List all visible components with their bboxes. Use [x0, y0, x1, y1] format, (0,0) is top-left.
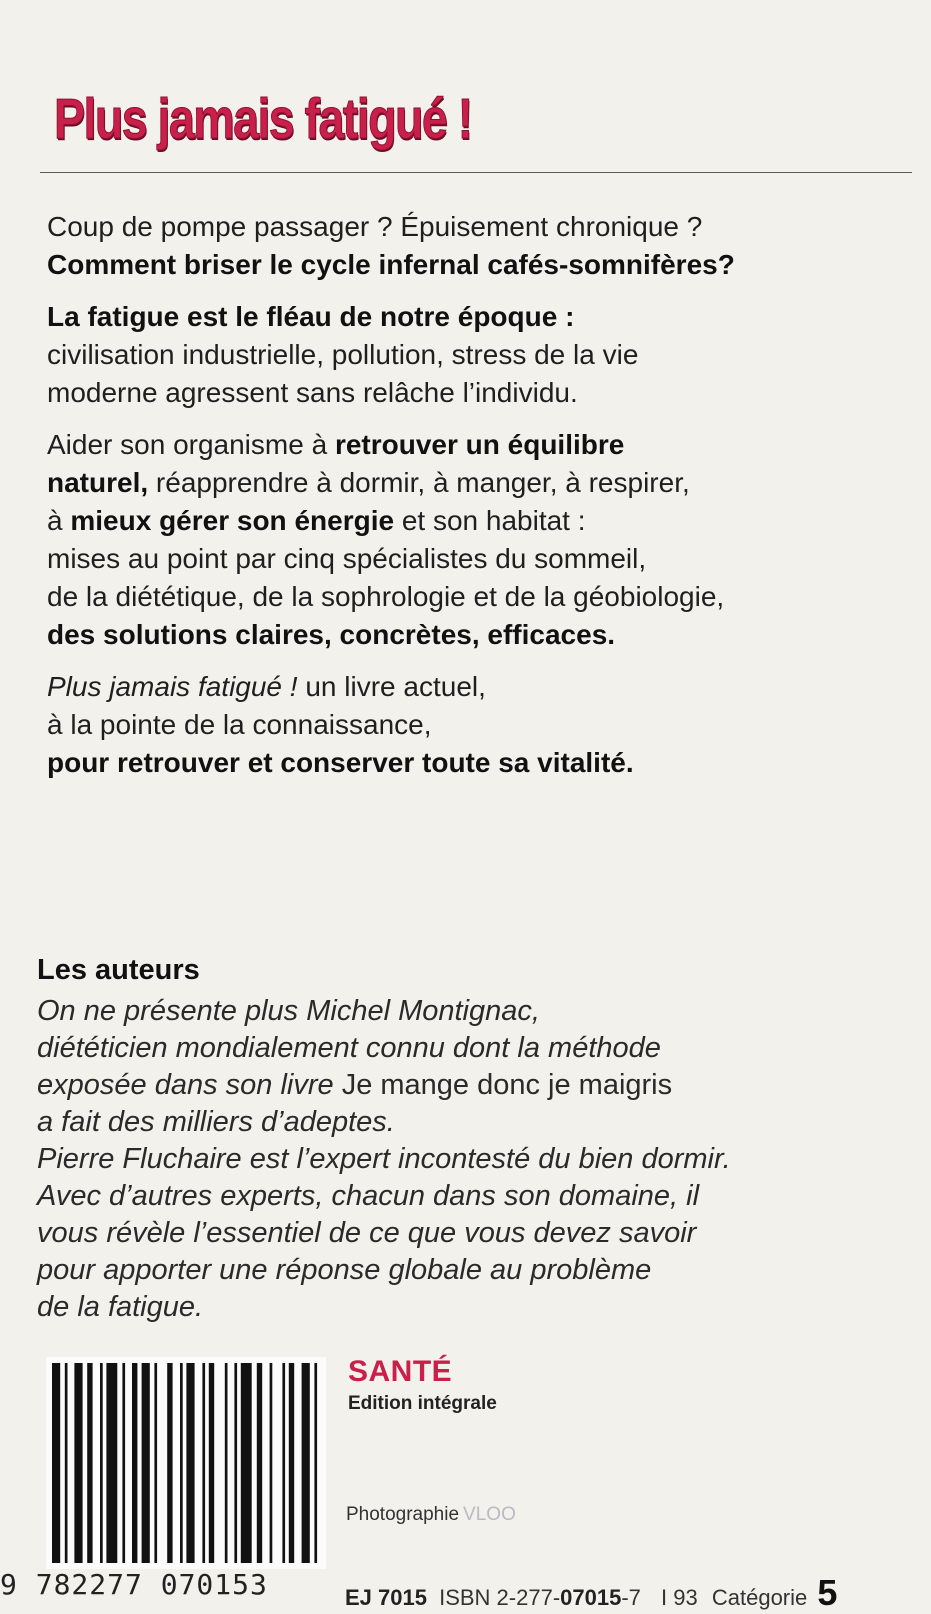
barcode-bar [122, 1363, 125, 1563]
text-run: et son habitat : [394, 505, 586, 536]
blurb-line-bold: des solutions claires, concrètes, efficaces. [47, 619, 616, 650]
authors-line: vous révèle l’essentiel de ce que vous devez savoir [37, 1217, 697, 1249]
barcode-bar [154, 1363, 157, 1563]
category-number: 5 [817, 1572, 838, 1613]
blurb-line-bold: pour retrouver et conserver toute sa vitalité. [47, 747, 634, 778]
text-run-bold: retrouver un équilibre [334, 429, 625, 460]
blurb-line-bold: La fatigue est le fléau de notre époque : [47, 301, 575, 332]
barcode-bar [74, 1363, 82, 1563]
barcode-bar [289, 1363, 294, 1563]
isbn-label: ISBN 2-277- [439, 1585, 561, 1610]
authors-line: On ne présente plus Michel Montignac, [37, 995, 540, 1027]
blurb-line: civilisation industrielle, pollution, stress de la vie [47, 339, 639, 370]
blurb-line: de la diététique, de la sophrologie et de la géobiologie, [47, 581, 725, 612]
barcode-bar [234, 1363, 237, 1563]
barcode-bar [314, 1363, 317, 1563]
barcode-bar [209, 1363, 214, 1563]
authors-line: a fait des milliers d’adeptes. [37, 1106, 395, 1138]
barcode-bar [241, 1363, 252, 1563]
authors-section [37, 952, 917, 1326]
barcode-bar [270, 1363, 273, 1563]
barcode-digits: 9 782277 070153 [0, 1568, 268, 1601]
isbn-bold: 07015 [560, 1585, 622, 1610]
text-run-bold: naturel, [47, 467, 149, 498]
blurb-line: Coup de pompe passager ? Épuisement chronique ? [47, 211, 703, 242]
barcode-bar [142, 1363, 150, 1563]
blurb-paragraph-1 [47, 208, 927, 284]
barcode-bar [52, 1363, 60, 1563]
text-run: exposée dans son livre [37, 1069, 342, 1101]
barcode-bar [225, 1363, 228, 1563]
title-divider [40, 172, 912, 173]
blurb-line: moderne agressent sans relâche l’individu. [47, 377, 578, 408]
text-run: un livre actuel, [297, 671, 486, 702]
barcode-bar [202, 1363, 205, 1563]
text-run: réapprendre à dormir, à manger, à respirer, [148, 467, 690, 498]
photo-credit [346, 1504, 516, 1526]
publisher-codes [345, 1572, 837, 1614]
authors-line: Avec d’autres experts, chacun dans son domaine, il [37, 1180, 700, 1212]
price-code: I 93 [661, 1585, 698, 1610]
barcode-bar [282, 1363, 285, 1563]
authors-line: pour apporter une réponse globale au problème [37, 1254, 652, 1286]
text-run-bold: mieux gérer son énergie [70, 505, 395, 536]
barcode-bar [167, 1363, 172, 1563]
barcode [46, 1357, 326, 1569]
edition-label: Edition intégrale [348, 1393, 497, 1414]
barcode-bar [100, 1363, 103, 1563]
ej-code: EJ 7015 [345, 1585, 427, 1610]
barcode-bar [180, 1363, 183, 1563]
barcode-bar [257, 1363, 262, 1563]
text-run: à [47, 505, 71, 536]
text-run: Aider son organisme à [47, 429, 335, 460]
blurb-line [47, 426, 927, 464]
blurb-line [47, 464, 927, 502]
authors-text [37, 993, 917, 1326]
authors-line [37, 1067, 917, 1104]
category-code-label: Catégorie [711, 1585, 808, 1610]
barcode-bar [87, 1363, 92, 1563]
blurb-line: mises au point par cinq spécialistes du sommeil, [47, 543, 647, 574]
barcode-bar [106, 1363, 117, 1563]
authors-line: de la fatigue. [37, 1291, 204, 1323]
isbn [439, 1585, 641, 1610]
category-label: SANTÉ [348, 1355, 453, 1388]
blurb-line [47, 502, 927, 540]
book-title: Plus jamais fatigué ! [54, 87, 472, 151]
barcode-bars [46, 1357, 326, 1569]
barcode-bar [132, 1363, 137, 1563]
blurb-paragraph-4 [47, 668, 927, 782]
barcode-bar [186, 1363, 194, 1563]
blurb-paragraph-3 [47, 426, 927, 654]
photo-credit-label: Photographie [346, 1504, 460, 1525]
barcode-bar [302, 1363, 310, 1563]
text-run-italic: Plus jamais fatigué ! [47, 671, 298, 702]
authors-line: diététicien mondialement connu dont la méthode [37, 1032, 661, 1064]
barcode-bar [65, 1363, 68, 1563]
blurb-line-bold: Comment briser le cycle infernal cafés-somnifères? [47, 249, 735, 280]
isbn-end: -7 [621, 1585, 641, 1610]
blurb-paragraph-2 [47, 298, 927, 412]
blurb-line: à la pointe de la connaissance, [47, 709, 432, 740]
back-cover-blurb [47, 208, 927, 796]
authors-heading: Les auteurs [37, 954, 200, 986]
book-reference: Je mange donc je maigris [341, 1069, 673, 1101]
authors-line: Pierre Fluchaire est l’expert incontesté du bien dormir. [37, 1143, 731, 1175]
blurb-line [47, 668, 927, 706]
photographer-name: VLOO [463, 1504, 516, 1525]
